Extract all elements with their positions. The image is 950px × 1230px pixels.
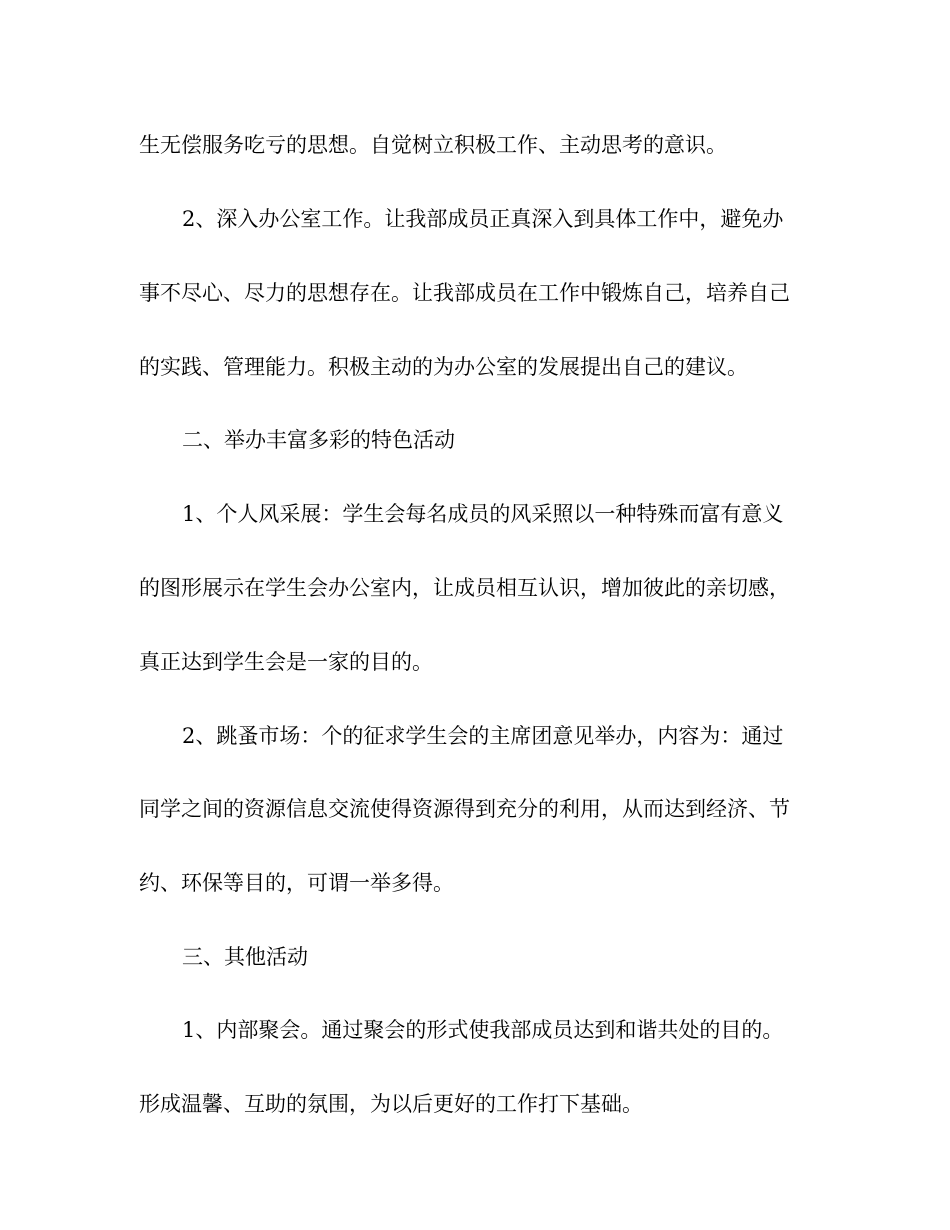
body-text-line: 1、内部聚会。通过聚会的形式使我部成员达到和谐共处的目的。 xyxy=(182,1018,784,1042)
section-heading: 二、举办丰富多彩的特色活动 xyxy=(182,428,455,452)
body-text-line: 2、深入办公室工作。让我部成员正真深入到具体工作中，避免办 xyxy=(182,207,784,231)
body-text-line: 真正达到学生会是一家的目的。 xyxy=(139,650,433,674)
body-text-line: 的图形展示在学生会办公室内，让成员相互认识，增加彼此的亲切感， xyxy=(139,576,790,600)
body-text-line: 2、跳蚤市场：个的征求学生会的主席团意见举办，内容为：通过 xyxy=(182,724,784,748)
body-text-line: 形成温馨、互助的氛围，为以后更好的工作打下基础。 xyxy=(139,1092,643,1116)
section-heading: 三、其他活动 xyxy=(182,945,308,969)
body-text-line: 生无偿服务吃亏的思想。自觉树立积极工作、主动思考的意识。 xyxy=(139,133,727,157)
body-text-line: 同学之间的资源信息交流使得资源得到充分的利用，从而达到经济、节 xyxy=(139,797,790,821)
body-text-line: 的实践、管理能力。积极主动的为办公室的发展提出自己的建议。 xyxy=(139,355,748,379)
body-text-line: 事不尽心、尽力的思想存在。让我部成员在工作中锻炼自己，培养自己 xyxy=(139,281,790,305)
body-text-line: 约、环保等目的，可谓一举多得。 xyxy=(139,871,454,895)
body-text-line: 1、个人风采展：学生会每名成员的风采照以一种特殊而富有意义 xyxy=(182,502,784,526)
